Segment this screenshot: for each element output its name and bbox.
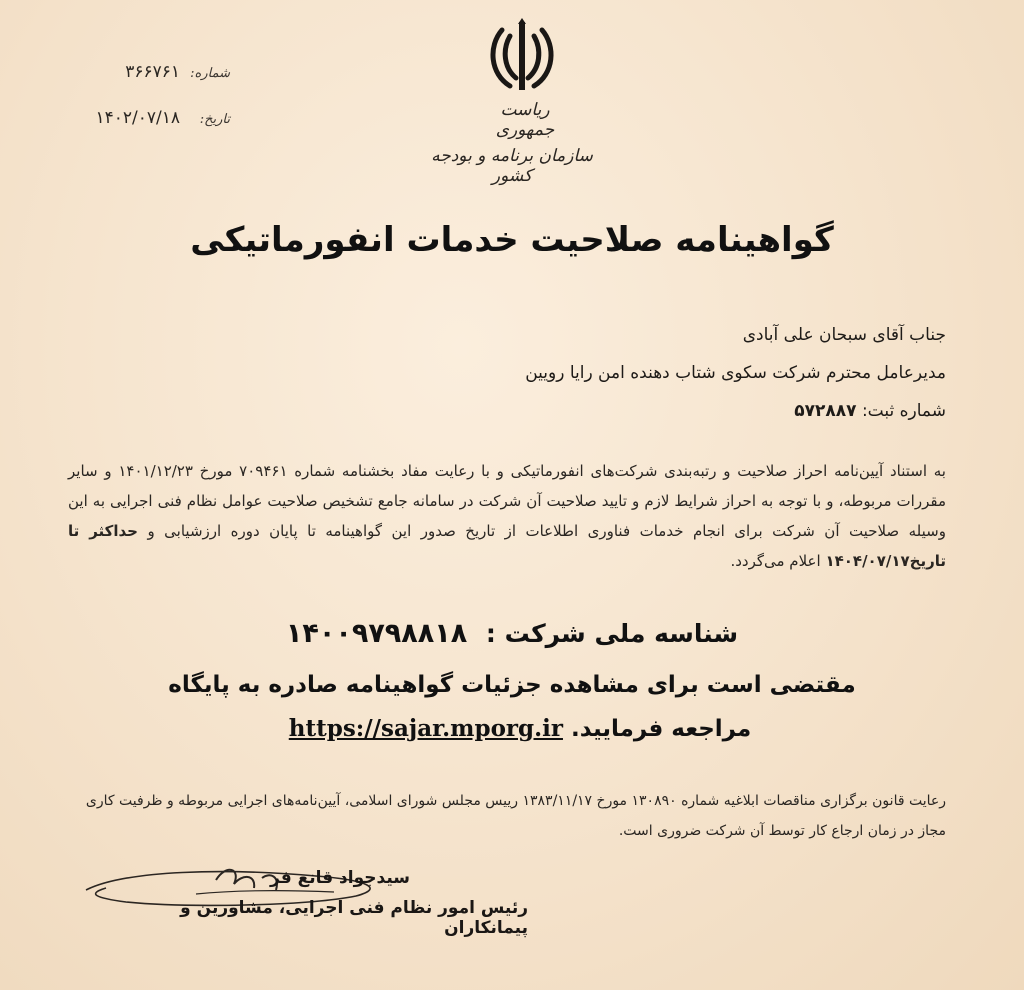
body-validity-date: حداکثر تا تاریخ۱۴۰۴/۰۷/۱۷ [68,522,946,570]
addressee-position: مدیرعامل محترم شرکت سکوی شتاب دهنده امن رایا رویین [525,363,946,383]
national-id-label: شناسه ملی شرکت : [485,619,739,648]
letter-number-row [60,62,230,82]
iran-emblem-icon [480,16,564,100]
signer-name: سیدجواد قانع فر [270,868,410,888]
org-planning-budget: سازمان برنامه و بودجه کشور [431,146,593,186]
sajar-url-link[interactable]: https://sajar.mporg.ir [288,715,563,742]
addressee-salutation: جناب آقای سبحان علی آبادی [742,325,946,345]
link-line [150,715,874,742]
letter-number-label: شماره: [190,66,230,81]
national-id-value: ۱۴۰۰۹۷۹۸۸۱۸ [285,618,468,649]
letter-date-value: ۱۴۰۲/۰۷/۱۸ [95,108,180,128]
letter-date-row [60,108,230,128]
letter-date-label: تاریخ: [199,112,230,127]
national-id-line [150,618,874,649]
instruction-line: مقتضی است برای مشاهده جزئیات گواهینامه صادره به پایگاه [168,672,856,698]
legal-footnote: رعایت قانون برگزاری مناقصات ابلاغیه شماره ۱۳۰۸۹۰ مورخ ۱۳۸۳/۱۱/۱۷ رییس مجلس شورای اسلامی، آیین‌نامه‌های اجرایی مربوطه و ظرفیت کاری مجاز در زمان ارجاع کار توسط آن شرکت ضروری است. [85,793,946,839]
addressee-block [246,316,946,430]
certificate-title: گواهینامه صلاحیت خدمات انفورماتیکی [190,220,834,260]
certificate-body [68,456,946,576]
body-part-1: به استناد آیین‌نامه احراز صلاحیت و رتبه‌بندی شرکت‌های انفورماتیکی و با رعایت مفاد بخشنامه شماره ۷۰۹۴۶۱ مورخ ۱۴۰۱/۱۲/۲۳ و سایر مقررات مربوطه، و با توجه به احراز شرایط لازم و تایید صلاحیت آن شرکت در سامانه جامع تشخیص صلاحیت عوامل نظام فنی اجرایی به این وسیله صلاحیت آن شرکت برای انجام خدمات فناوری اطلاعات از تاریخ صدور این گواهینامه تا پایان دوره ارزشیابی و [68,462,946,540]
body-part-2: اعلام می‌گردد. [730,552,821,570]
org-presidency: ریاست جمهوری [495,100,555,140]
registration-label: شماره ثبت: [861,401,946,421]
registration-number: ۵۷۲۸۸۷ [794,401,857,421]
letter-meta [60,62,230,154]
registration-row [246,392,946,430]
refer-text: مراجعه فرمایید. [570,716,752,742]
letter-number-value: ۳۶۶۷۶۱ [125,62,180,82]
signer-title: رئیس امور نظام فنی اجرایی، مشاورین و پیمانکاران [180,898,528,938]
